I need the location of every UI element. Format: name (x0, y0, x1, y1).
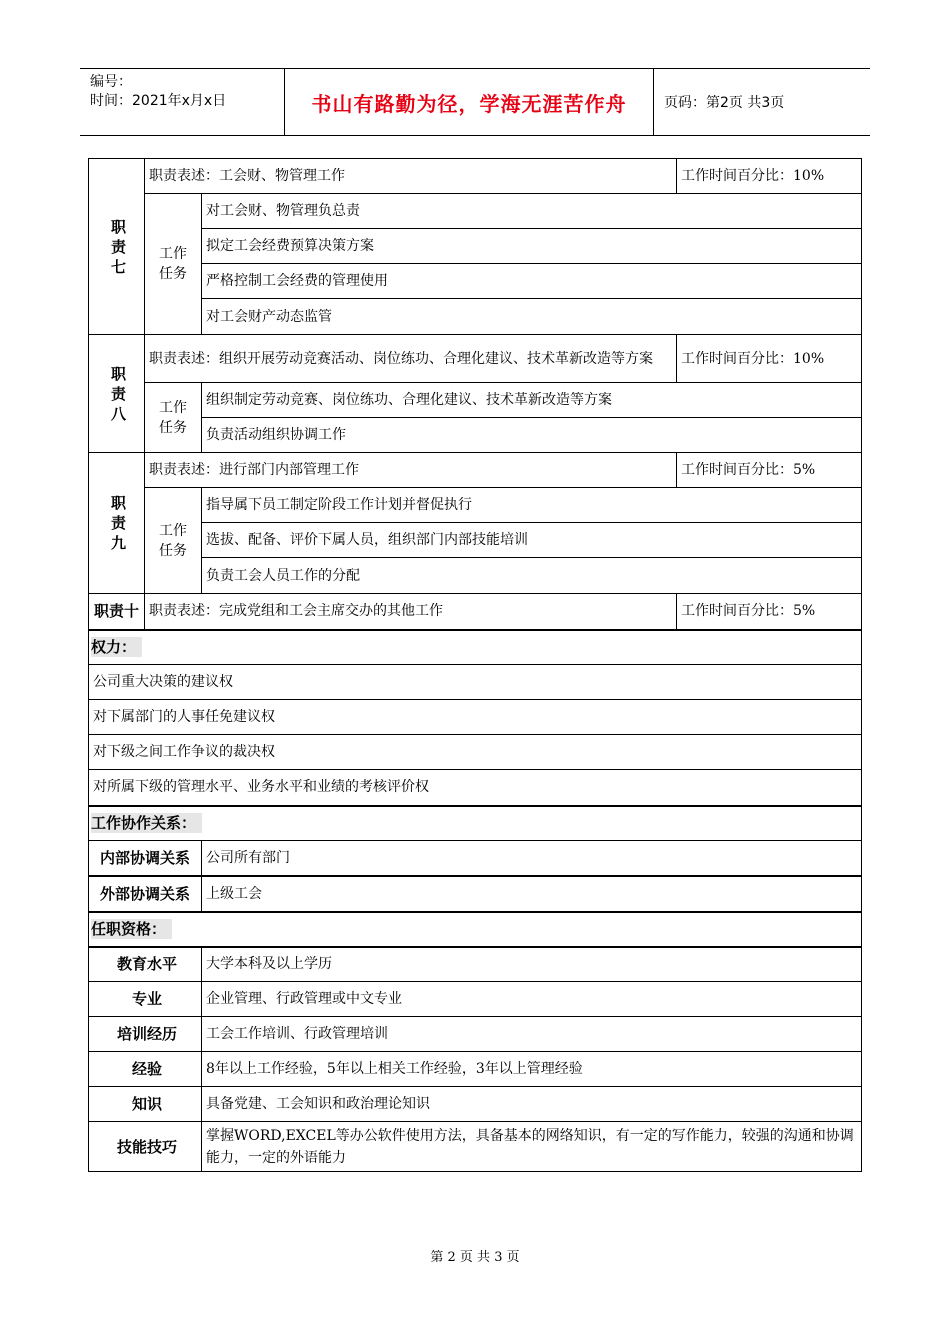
relation-value: 公司所有部门 (202, 841, 862, 876)
table-row (89, 947, 862, 982)
qualification-value: 工会工作培训、行政管理培训 (202, 1017, 862, 1052)
list-item (89, 700, 862, 735)
list-item (89, 665, 862, 700)
duty-ten-description: 职责表述：完成党组和工会主席交办的其他工作 (145, 594, 677, 630)
table-row (89, 558, 862, 594)
duty-ten-name: 职责十 (89, 594, 145, 630)
table-row (89, 1087, 862, 1122)
table-row (89, 876, 862, 912)
duty-eight-task-label: 工作 任务 (145, 383, 202, 453)
duty-nine-description: 职责表述：进行部门内部管理工作 (145, 453, 677, 488)
duty-nine-time-percent: 工作时间百分比：5% (677, 453, 862, 488)
powers-section (89, 630, 862, 665)
table-row (89, 1017, 862, 1052)
table-row (89, 264, 862, 299)
duty-seven-task-label: 工作 任务 (145, 194, 202, 335)
duty-eight-task: 负责活动组织协调工作 (202, 418, 862, 453)
duty-nine-task: 选拔、配备、评价下属人员，组织部门内部技能培训 (202, 523, 862, 558)
document-time-label: 时间：2021年x月x日 (90, 93, 227, 109)
duty-seven-task: 对工会财、物管理负总责 (202, 194, 862, 229)
list-item (89, 770, 862, 806)
duty-ten-time-percent: 工作时间百分比：5% (677, 594, 862, 630)
duty-eight-time-percent: 工作时间百分比：10% (677, 335, 862, 383)
duty-eight-description: 职责表述：组织开展劳动竞赛活动、岗位练功、合理化建议、技术革新改造等方案 (145, 335, 677, 383)
table-row (89, 982, 862, 1017)
qualification-label: 专业 (89, 982, 202, 1017)
header-page-info: 页码：第2页 共3页 (664, 95, 785, 111)
duty-seven-description-row (89, 159, 862, 194)
relation-value: 上级工会 (202, 876, 862, 912)
relations-title: 工作协作关系： (91, 813, 202, 833)
power-item: 对下级之间工作争议的裁决权 (89, 735, 862, 770)
duty-seven-time-percent: 工作时间百分比：10% (677, 159, 862, 194)
table-row (89, 418, 862, 453)
duty-nine-task: 指导属下员工制定阶段工作计划并督促执行 (202, 488, 862, 523)
table-row (89, 841, 862, 876)
relations-section (89, 806, 862, 841)
job-description-table (88, 158, 862, 1172)
table-row (89, 488, 862, 523)
qualification-label: 技能技巧 (89, 1122, 202, 1172)
table-row (89, 194, 862, 229)
table-row (89, 383, 862, 418)
power-item: 对所属下级的管理水平、业务水平和业绩的考核评价权 (89, 770, 862, 806)
relations-title-row (89, 806, 862, 841)
header-meta (80, 69, 284, 135)
qualifications-title: 任职资格： (91, 919, 172, 939)
power-item: 公司重大决策的建议权 (89, 665, 862, 700)
duty-seven-name: 职 责 七 (89, 159, 145, 335)
qualification-value: 大学本科及以上学历 (202, 947, 862, 982)
table-row (89, 299, 862, 335)
table-row (89, 1052, 862, 1087)
duty-eight-task: 组织制定劳动竞赛、岗位练功、合理化建议、技术革新改造等方案 (202, 383, 862, 418)
duty-nine-task: 负责工会人员工作的分配 (202, 558, 862, 594)
duty-nine-description-row (89, 453, 862, 488)
duty-eight-description-row (89, 335, 862, 383)
duty-nine-name: 职 责 九 (89, 453, 145, 594)
duty-eight-name: 职 责 八 (89, 335, 145, 453)
list-item (89, 735, 862, 770)
relation-label: 内部协调关系 (89, 841, 202, 876)
duty-seven-task: 拟定工会经费预算决策方案 (202, 229, 862, 264)
qualification-value: 企业管理、行政管理或中文专业 (202, 982, 862, 1017)
duty-seven-description: 职责表述：工会财、物管理工作 (145, 159, 677, 194)
qualifications-section (89, 912, 862, 947)
qualification-label: 知识 (89, 1087, 202, 1122)
qualification-label: 培训经历 (89, 1017, 202, 1052)
qualifications-title-row (89, 912, 862, 947)
qualification-value: 8年以上工作经验，5年以上相关工作经验，3年以上管理经验 (202, 1052, 862, 1087)
qualification-value: 掌握WORD,EXCEL等办公软件使用方法，具备基本的网络知识，有一定的写作能力，较强的沟通和协调能力，一定的外语能力 (202, 1122, 862, 1172)
duty-seven-task: 严格控制工会经费的管理使用 (202, 264, 862, 299)
page-footer: 第 2 页 共 3 页 (430, 1250, 520, 1265)
qualification-label: 经验 (89, 1052, 202, 1087)
table-row (89, 523, 862, 558)
table-row (89, 229, 862, 264)
page-header (80, 68, 870, 136)
table-row (89, 1122, 862, 1172)
qualification-value: 具备党建、工会知识和政治理论知识 (202, 1087, 862, 1122)
relation-label: 外部协调关系 (89, 876, 202, 912)
powers-title-row (89, 630, 862, 665)
document-number-label: 编号： (90, 74, 132, 90)
duty-nine-task-label: 工作 任务 (145, 488, 202, 594)
duty-ten-row (89, 594, 862, 630)
powers-title: 权力： (91, 637, 142, 657)
qualification-label: 教育水平 (89, 947, 202, 982)
duty-seven-task: 对工会财产动态监管 (202, 299, 862, 335)
header-motto: 书山有路勤为径，学海无涯苦作舟 (284, 69, 654, 135)
power-item: 对下属部门的人事任免建议权 (89, 700, 862, 735)
